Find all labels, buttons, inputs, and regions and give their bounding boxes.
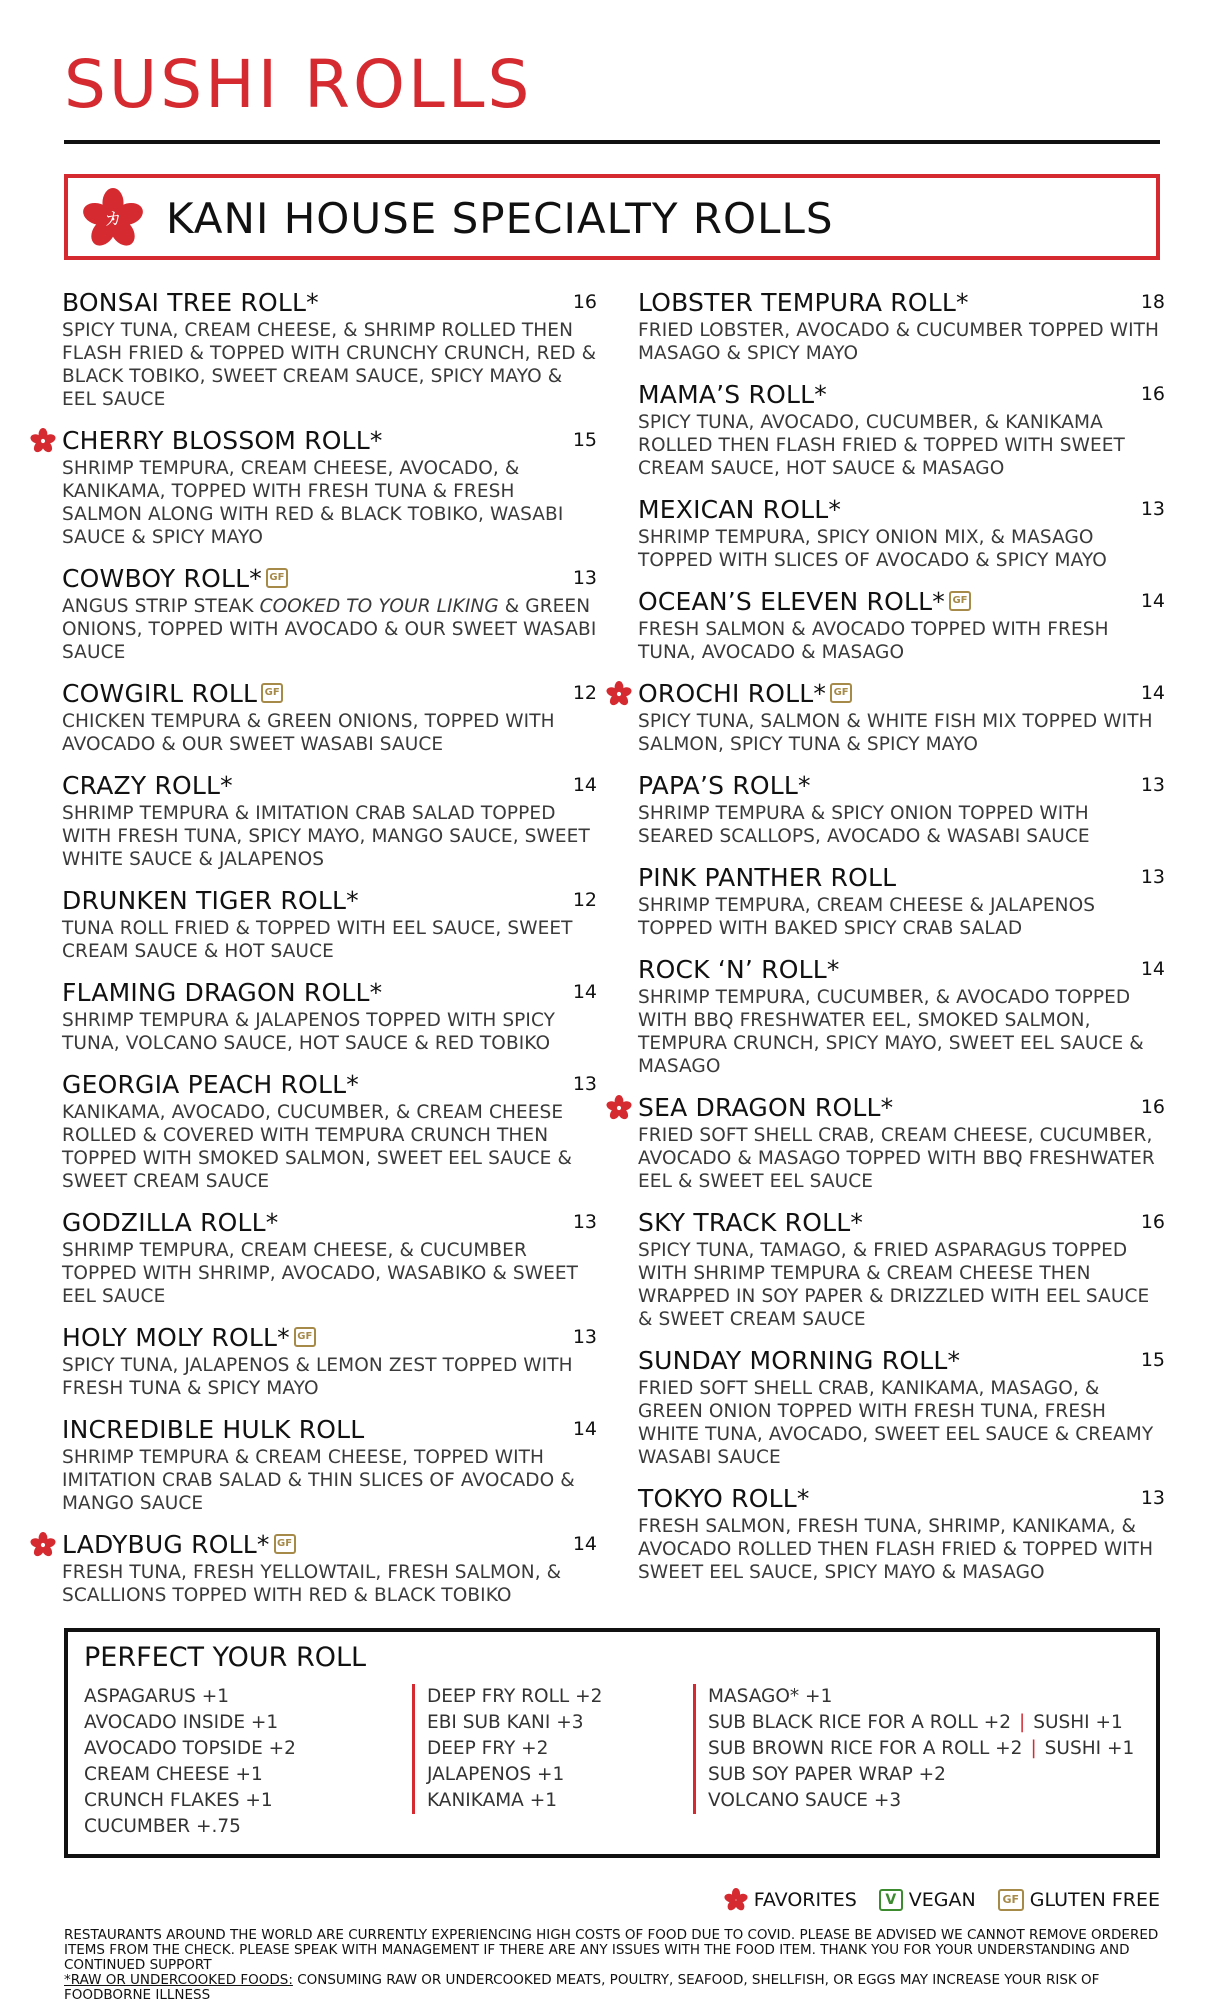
menu-item-description: SHRIMP TEMPURA & SPICY ONION TOPPED WITH SEARED SCALLOPS, AVOCADO & WASABI SAUCE bbox=[638, 803, 1090, 847]
menu-item-price: 13 bbox=[1140, 774, 1165, 796]
gluten-free-icon: GF bbox=[274, 1534, 296, 1554]
menu-item bbox=[62, 285, 597, 411]
vegan-badge-icon: V bbox=[879, 1889, 903, 1911]
menu-item bbox=[62, 1320, 597, 1400]
menu-item-price: 13 bbox=[572, 1211, 597, 1233]
addon-option bbox=[708, 1710, 1134, 1736]
menu-item-header bbox=[62, 561, 597, 595]
menu-item-description: SHRIMP TEMPURA, CREAM CHEESE, & CUCUMBER TOPPED WITH SHRIMP, AVOCADO, WASABIKO & SWEET EEL SAUCE bbox=[62, 1240, 579, 1307]
addon-option-alt: SUSHI +1 bbox=[1033, 1712, 1123, 1733]
legend-vegan bbox=[879, 1889, 976, 1911]
menu-item-header bbox=[62, 1205, 597, 1239]
perfect-your-roll-box bbox=[64, 1628, 1160, 1858]
addon-column-2 bbox=[412, 1684, 602, 1814]
legend-favorites-label: FAVORITES bbox=[753, 1889, 857, 1911]
raw-food-warning bbox=[64, 1973, 1160, 2003]
legend-vegan-label: VEGAN bbox=[908, 1889, 976, 1911]
addon-option-label: SUB BLACK RICE FOR A ROLL +2 bbox=[708, 1712, 1011, 1733]
favorite-blossom-icon bbox=[30, 428, 56, 454]
description-italic: COOKED TO YOUR LIKING bbox=[259, 596, 499, 617]
menu-item-name: HOLY MOLY ROLL* bbox=[62, 1322, 290, 1352]
menu-item-description: SPICY TUNA, SALMON & WHITE FISH MIX TOPPED WITH SALMON, SPICY TUNA & SPICY MAYO bbox=[638, 711, 1153, 755]
menu-item-price: 16 bbox=[1140, 383, 1165, 405]
menu-item-name: MEXICAN ROLL* bbox=[638, 494, 842, 524]
menu-item-description: KANIKAMA, AVOCADO, CUCUMBER, & CREAM CHEESE ROLLED & COVERED WITH TEMPURA CRUNCH THEN TOPPED WITH SMOKED SALMON, SWEET EEL SAUCE & SWEET CREAM SAUCE bbox=[62, 1102, 572, 1192]
menu-item bbox=[638, 1205, 1165, 1331]
addon-column-3 bbox=[693, 1684, 1134, 1814]
gluten-free-icon: GF bbox=[266, 568, 288, 588]
menu-item-name: LOBSTER TEMPURA ROLL* bbox=[638, 287, 969, 317]
menu-item-name: SEA DRAGON ROLL* bbox=[638, 1092, 894, 1122]
menu-item-price: 15 bbox=[572, 429, 597, 451]
menu-item-name: GEORGIA PEACH ROLL* bbox=[62, 1069, 359, 1099]
cherry-blossom-icon bbox=[82, 188, 144, 250]
menu-item-price: 13 bbox=[1140, 866, 1165, 888]
legend bbox=[702, 1888, 1160, 1912]
menu-item bbox=[638, 1090, 1165, 1193]
menu-item-name: CRAZY ROLL* bbox=[62, 770, 233, 800]
page-title: SUSHI ROLLS bbox=[64, 46, 533, 123]
menu-item-name: SUNDAY MORNING ROLL* bbox=[638, 1345, 961, 1375]
addon-separator: | bbox=[1019, 1712, 1026, 1733]
gluten-free-icon: GF bbox=[294, 1327, 316, 1347]
menu-item bbox=[638, 1343, 1165, 1469]
addon-option bbox=[708, 1684, 1134, 1710]
menu-item-header bbox=[62, 1527, 597, 1561]
menu-item-description: SHRIMP TEMPURA, CUCUMBER, & AVOCADO TOPPED WITH BBQ FRESHWATER EEL, SMOKED SALMON, TEMPURA CRUNCH, SPICY MAYO, SWEET EEL SAUCE & MASAGO bbox=[638, 987, 1144, 1077]
favorite-blossom-icon bbox=[606, 1095, 632, 1121]
menu-item-header bbox=[638, 492, 1165, 526]
menu-item-name: PINK PANTHER ROLL bbox=[638, 862, 897, 892]
section-title: KANI HOUSE SPECIALTY ROLLS bbox=[166, 194, 834, 243]
menu-item-header bbox=[62, 1320, 597, 1354]
menu-item-header bbox=[62, 285, 597, 319]
menu-item bbox=[638, 1481, 1165, 1584]
menu-item-description: SHRIMP TEMPURA, SPICY ONION MIX, & MASAGO TOPPED WITH SLICES OF AVOCADO & SPICY MAYO bbox=[638, 527, 1107, 571]
menu-item-header bbox=[62, 1412, 597, 1446]
menu-item-name: COWGIRL ROLL bbox=[62, 678, 258, 708]
menu-item-header bbox=[638, 1090, 1165, 1124]
menu-item-price: 18 bbox=[1140, 291, 1165, 313]
menu-item-header bbox=[638, 285, 1165, 319]
menu-item-price: 13 bbox=[572, 567, 597, 589]
menu-item-name: PAPA’S ROLL* bbox=[638, 770, 811, 800]
menu-item bbox=[638, 768, 1165, 848]
addon-option bbox=[708, 1762, 1134, 1788]
svg-text:カ: カ bbox=[104, 210, 122, 231]
menu-item-header bbox=[62, 676, 597, 710]
description-text: & GREEN ONIONS, TOPPED WITH AVOCADO & OUR SWEET WASABI SAUCE bbox=[62, 596, 597, 663]
menu-item-description: FRESH SALMON & AVOCADO TOPPED WITH FRESH TUNA, AVOCADO & MASAGO bbox=[638, 619, 1109, 663]
covid-notice: RESTAURANTS AROUND THE WORLD ARE CURRENTLY EXPERIENCING HIGH COSTS OF FOOD DUE TO COVID. PLEASE BE ADVISED WE CANNOT REMOVE ORDERED ITEMS FROM THE CHECK. PLEASE SPEAK WITH MANAGEMENT IF THERE ARE ANY ISSUES WITH THE FOOD ITEM. THANK YOU FOR YOUR UNDERSTANDING AND CONTINUED SUPPORT bbox=[64, 1927, 1159, 1973]
menu-item-name: SKY TRACK ROLL* bbox=[638, 1207, 864, 1237]
menu-item-description: SHRIMP TEMPURA & CREAM CHEESE, TOPPED WITH IMITATION CRAB SALAD & THIN SLICES OF AVOCADO & MANGO SAUCE bbox=[62, 1447, 575, 1514]
menu-item bbox=[62, 561, 597, 664]
menu-item-name: DRUNKEN TIGER ROLL* bbox=[62, 885, 359, 915]
menu-item-name: LADYBUG ROLL* bbox=[62, 1529, 270, 1559]
menu-item-name: FLAMING DRAGON ROLL* bbox=[62, 977, 383, 1007]
menu-item-name: OROCHI ROLL* bbox=[638, 678, 827, 708]
gluten-free-icon: GF bbox=[830, 683, 852, 703]
menu-item-name: COWBOY ROLL* bbox=[62, 563, 262, 593]
menu-item bbox=[62, 975, 597, 1055]
menu-item-price: 14 bbox=[1140, 958, 1165, 980]
menu-item bbox=[62, 1205, 597, 1308]
addon-option-label: MASAGO* +1 bbox=[708, 1686, 833, 1707]
title-divider bbox=[64, 140, 1160, 144]
addon-option: DEEP FRY ROLL +2 bbox=[427, 1686, 603, 1707]
menu-item-price: 14 bbox=[572, 981, 597, 1003]
legend-gluten-free-label: GLUTEN FREE bbox=[1029, 1889, 1160, 1911]
gluten-free-badge-icon: GF bbox=[998, 1889, 1024, 1911]
menu-item bbox=[638, 492, 1165, 572]
menu-item-header bbox=[638, 768, 1165, 802]
menu-item-description: SHRIMP TEMPURA & IMITATION CRAB SALAD TOPPED WITH FRESH TUNA, SPICY MAYO, MANGO SAUCE, SWEET WHITE SAUCE & JALAPENOS bbox=[62, 803, 590, 870]
addon-option-label: VOLCANO SAUCE +3 bbox=[708, 1790, 902, 1811]
addon-option: AVOCADO INSIDE +1 bbox=[84, 1712, 279, 1733]
menu-item-description: SPICY TUNA, CREAM CHEESE, & SHRIMP ROLLED THEN FLASH FRIED & TOPPED WITH CRUNCHY CRUNCH, RED & BLACK TOBIKO, SWEET CREAM SAUCE, SPICY MAYO & EEL SAUCE bbox=[62, 320, 597, 410]
menu-item-price: 14 bbox=[1140, 590, 1165, 612]
menu-item-header bbox=[62, 768, 597, 802]
menu-item-price: 16 bbox=[1140, 1211, 1165, 1233]
menu-item-header bbox=[62, 1067, 597, 1101]
addon-option bbox=[708, 1736, 1134, 1762]
menu-item-name: BONSAI TREE ROLL* bbox=[62, 287, 319, 317]
menu-item-header bbox=[62, 883, 597, 917]
menu-item-price: 14 bbox=[572, 774, 597, 796]
addon-option: CREAM CHEESE +1 bbox=[84, 1764, 263, 1785]
addon-option: KANIKAMA +1 bbox=[427, 1790, 557, 1811]
menu-item bbox=[62, 676, 597, 756]
menu-item-header bbox=[638, 952, 1165, 986]
section-header bbox=[64, 174, 1160, 260]
menu-item-name: ROCK ‘N’ ROLL* bbox=[638, 954, 840, 984]
menu-item-description: FRESH SALMON, FRESH TUNA, SHRIMP, KANIKAMA, & AVOCADO ROLLED THEN FLASH FRIED & TOPPED WITH SWEET EEL SAUCE, SPICY MAYO & MASAGO bbox=[638, 1516, 1154, 1583]
menu-item bbox=[638, 285, 1165, 365]
menu-item bbox=[62, 423, 597, 549]
menu-item-name: MAMA’S ROLL* bbox=[638, 379, 827, 409]
menu-item-price: 15 bbox=[1140, 1349, 1165, 1371]
addon-option-alt: SUSHI +1 bbox=[1044, 1738, 1135, 1759]
menu-item-price: 12 bbox=[572, 682, 597, 704]
menu-item-price: 13 bbox=[572, 1326, 597, 1348]
menu-item-header bbox=[62, 423, 597, 457]
favorite-blossom-icon bbox=[30, 1532, 56, 1558]
addon-separator: | bbox=[1030, 1738, 1037, 1759]
addon-option: AVOCADO TOPSIDE +2 bbox=[84, 1738, 296, 1759]
menu-item-price: 14 bbox=[572, 1533, 597, 1555]
menu-item-description bbox=[62, 595, 597, 664]
favorite-blossom-icon bbox=[606, 681, 632, 707]
menu-item-header bbox=[638, 1205, 1165, 1239]
menu-item-price: 13 bbox=[1140, 1487, 1165, 1509]
menu-item-description: FRIED SOFT SHELL CRAB, KANIKAMA, MASAGO, & GREEN ONION TOPPED WITH FRESH TUNA, FRESH WHITE TUNA, AVOCADO, SWEET EEL SAUCE & CREAMY WASABI SAUCE bbox=[638, 1378, 1154, 1468]
menu-item-header bbox=[62, 975, 597, 1009]
menu-item bbox=[638, 377, 1165, 480]
menu-item-description: SHRIMP TEMPURA & JALAPENOS TOPPED WITH SPICY TUNA, VOLCANO SAUCE, HOT SAUCE & RED TOBIKO bbox=[62, 1010, 556, 1054]
addon-option: EBI SUB KANI +3 bbox=[427, 1712, 584, 1733]
addon-option: ASPAGARUS +1 bbox=[84, 1686, 229, 1707]
menu-item-price: 12 bbox=[572, 889, 597, 911]
menu-column-right bbox=[638, 285, 1165, 1596]
menu-item-header bbox=[638, 377, 1165, 411]
raw-food-text: CONSUMING RAW OR UNDERCOOKED MEATS, POULTRY, SEAFOOD, SHELLFISH, OR EGGS MAY INCREASE YOUR RISK OF FOODBORNE ILLNESS bbox=[64, 1972, 1100, 2003]
menu-item bbox=[62, 883, 597, 963]
menu-item-description: FRIED SOFT SHELL CRAB, CREAM CHEESE, CUCUMBER, AVOCADO & MASAGO TOPPED WITH BBQ FRESHWATER EEL & SWEET EEL SAUCE bbox=[638, 1125, 1155, 1192]
gluten-free-icon: GF bbox=[261, 683, 283, 703]
menu-item-name: CHERRY BLOSSOM ROLL* bbox=[62, 425, 383, 455]
menu-item bbox=[638, 676, 1165, 756]
menu-column-left bbox=[62, 285, 597, 1619]
addon-option-label: SUB BROWN RICE FOR A ROLL +2 bbox=[708, 1738, 1023, 1759]
menu-item-price: 16 bbox=[1140, 1096, 1165, 1118]
addon-option: CRUNCH FLAKES +1 bbox=[84, 1790, 273, 1811]
cherry-blossom-icon bbox=[724, 1888, 748, 1912]
addon-column-1 bbox=[84, 1684, 296, 1840]
menu-item-header bbox=[638, 860, 1165, 894]
menu-item-description: SPICY TUNA, AVOCADO, CUCUMBER, & KANIKAMA ROLLED THEN FLASH FRIED & TOPPED WITH SWEET CREAM SAUCE, HOT SAUCE & MASAGO bbox=[638, 412, 1125, 479]
menu-item bbox=[638, 584, 1165, 664]
description-text: ANGUS STRIP STEAK bbox=[62, 596, 260, 617]
legend-favorites bbox=[724, 1888, 857, 1912]
menu-item-header bbox=[638, 1343, 1165, 1377]
menu-item-description: SHRIMP TEMPURA, CREAM CHEESE, AVOCADO, & KANIKAMA, TOPPED WITH FRESH TUNA & FRESH SALMON ALONG WITH RED & BLACK TOBIKO, WASABI SAUCE & SPICY MAYO bbox=[62, 458, 564, 548]
menu-item-description: TUNA ROLL FRIED & TOPPED WITH EEL SAUCE, SWEET CREAM SAUCE & HOT SAUCE bbox=[62, 918, 573, 962]
menu-item bbox=[62, 1527, 597, 1607]
addon-option-label: SUB SOY PAPER WRAP +2 bbox=[708, 1764, 946, 1785]
menu-item-name: GODZILLA ROLL* bbox=[62, 1207, 279, 1237]
menu-item-price: 13 bbox=[1140, 498, 1165, 520]
menu-item-price: 16 bbox=[572, 291, 597, 313]
menu-item-description: SPICY TUNA, TAMAGO, & FRIED ASPARAGUS TOPPED WITH SHRIMP TEMPURA & CREAM CHEESE THEN WRAPPED IN SOY PAPER & DRIZZLED WITH EEL SAUCE & SWEET CREAM SAUCE bbox=[638, 1240, 1150, 1330]
menu-item bbox=[638, 860, 1165, 940]
disclaimer bbox=[64, 1928, 1160, 2003]
menu-item bbox=[62, 1412, 597, 1515]
menu-item-price: 13 bbox=[572, 1073, 597, 1095]
menu-item-description: FRESH TUNA, FRESH YELLOWTAIL, FRESH SALMON, & SCALLIONS TOPPED WITH RED & BLACK TOBIKO bbox=[62, 1562, 562, 1606]
menu-item-name: OCEAN’S ELEVEN ROLL* bbox=[638, 586, 945, 616]
raw-food-label: *RAW OR UNDERCOOKED FOODS: bbox=[64, 1972, 293, 1988]
legend-gluten-free bbox=[998, 1889, 1160, 1911]
menu-item-header bbox=[638, 676, 1165, 710]
menu-item-price: 14 bbox=[1140, 682, 1165, 704]
menu-item bbox=[638, 952, 1165, 1078]
addon-option: JALAPENOS +1 bbox=[427, 1764, 565, 1785]
menu-item-description: SHRIMP TEMPURA, CREAM CHEESE & JALAPENOS TOPPED WITH BAKED SPICY CRAB SALAD bbox=[638, 895, 1096, 939]
menu-item-description: SPICY TUNA, JALAPENOS & LEMON ZEST TOPPED WITH FRESH TUNA & SPICY MAYO bbox=[62, 1355, 573, 1399]
menu-item-name: INCREDIBLE HULK ROLL bbox=[62, 1414, 365, 1444]
perfect-your-roll-title: PERFECT YOUR ROLL bbox=[84, 1642, 367, 1673]
menu-item-description: FRIED LOBSTER, AVOCADO & CUCUMBER TOPPED WITH MASAGO & SPICY MAYO bbox=[638, 320, 1160, 364]
menu-item-name: TOKYO ROLL* bbox=[638, 1483, 810, 1513]
gluten-free-icon: GF bbox=[949, 591, 971, 611]
menu-item-header bbox=[638, 1481, 1165, 1515]
menu-item-description: CHICKEN TEMPURA & GREEN ONIONS, TOPPED WITH AVOCADO & OUR SWEET WASABI SAUCE bbox=[62, 711, 555, 755]
menu-item bbox=[62, 1067, 597, 1193]
addon-option: CUCUMBER +.75 bbox=[84, 1816, 241, 1837]
menu-item-header bbox=[638, 584, 1165, 618]
addon-option bbox=[708, 1788, 1134, 1814]
addon-option: DEEP FRY +2 bbox=[427, 1738, 549, 1759]
menu-item bbox=[62, 768, 597, 871]
menu-item-price: 14 bbox=[572, 1418, 597, 1440]
